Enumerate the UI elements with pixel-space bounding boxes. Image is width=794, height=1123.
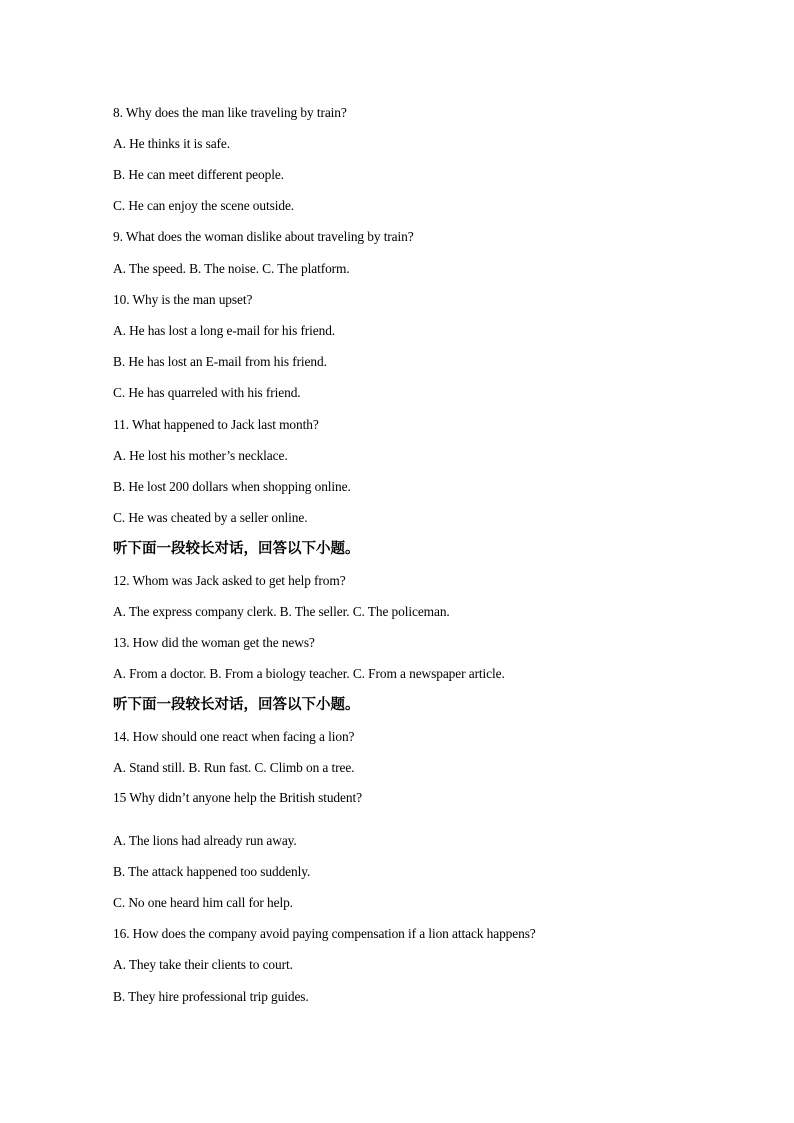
q13-options: A. From a doctor. B. From a biology teacher. C. From a newspaper article. [113,666,505,681]
q8-option-b: B. He can meet different people. [113,167,284,182]
q9-options: A. The speed. B. The noise. C. The platform. [113,261,350,276]
section-heading: 听下面一段较长对话，回答以下小题。 [113,697,360,713]
q10-option-b: B. He has lost an E-mail from his friend. [113,354,327,369]
q8-option-a: A. He thinks it is safe. [113,136,230,151]
q11-option-c: C. He was cheated by a seller online. [113,510,308,525]
q12-options: A. The express company clerk. B. The seller. C. The policeman. [113,604,450,619]
question-9: 9. What does the woman dislike about traveling by train? [113,229,414,244]
question-12: 12. Whom was Jack asked to get help from? [113,573,346,588]
question-15: 15 Why didn’t anyone help the British student? [113,790,362,805]
q15-option-a: A. The lions had already run away. [113,833,297,848]
q16-option-a: A. They take their clients to court. [113,957,293,972]
question-10: 10. Why is the man upset? [113,292,253,307]
question-13: 13. How did the woman get the news? [113,635,315,650]
question-11: 11. What happened to Jack last month? [113,417,319,432]
q15-option-b: B. The attack happened too suddenly. [113,864,311,879]
q16-option-b: B. They hire professional trip guides. [113,989,309,1004]
question-16: 16. How does the company avoid paying compensation if a lion attack happens? [113,926,536,941]
q11-option-a: A. He lost his mother’s necklace. [113,448,288,463]
question-14: 14. How should one react when facing a lion? [113,729,355,744]
q8-option-c: C. He can enjoy the scene outside. [113,198,295,213]
q10-option-c: C. He has quarreled with his friend. [113,385,301,400]
section-heading: 听下面一段较长对话，回答以下小题。 [113,541,360,557]
question-8: 8. Why does the man like traveling by train? [113,105,347,120]
q15-option-c: C. No one heard him call for help. [113,895,293,910]
q11-option-b: B. He lost 200 dollars when shopping online. [113,479,351,494]
q14-options: A. Stand still. B. Run fast. C. Climb on a tree. [113,760,355,775]
q10-option-a: A. He has lost a long e-mail for his friend. [113,323,336,338]
